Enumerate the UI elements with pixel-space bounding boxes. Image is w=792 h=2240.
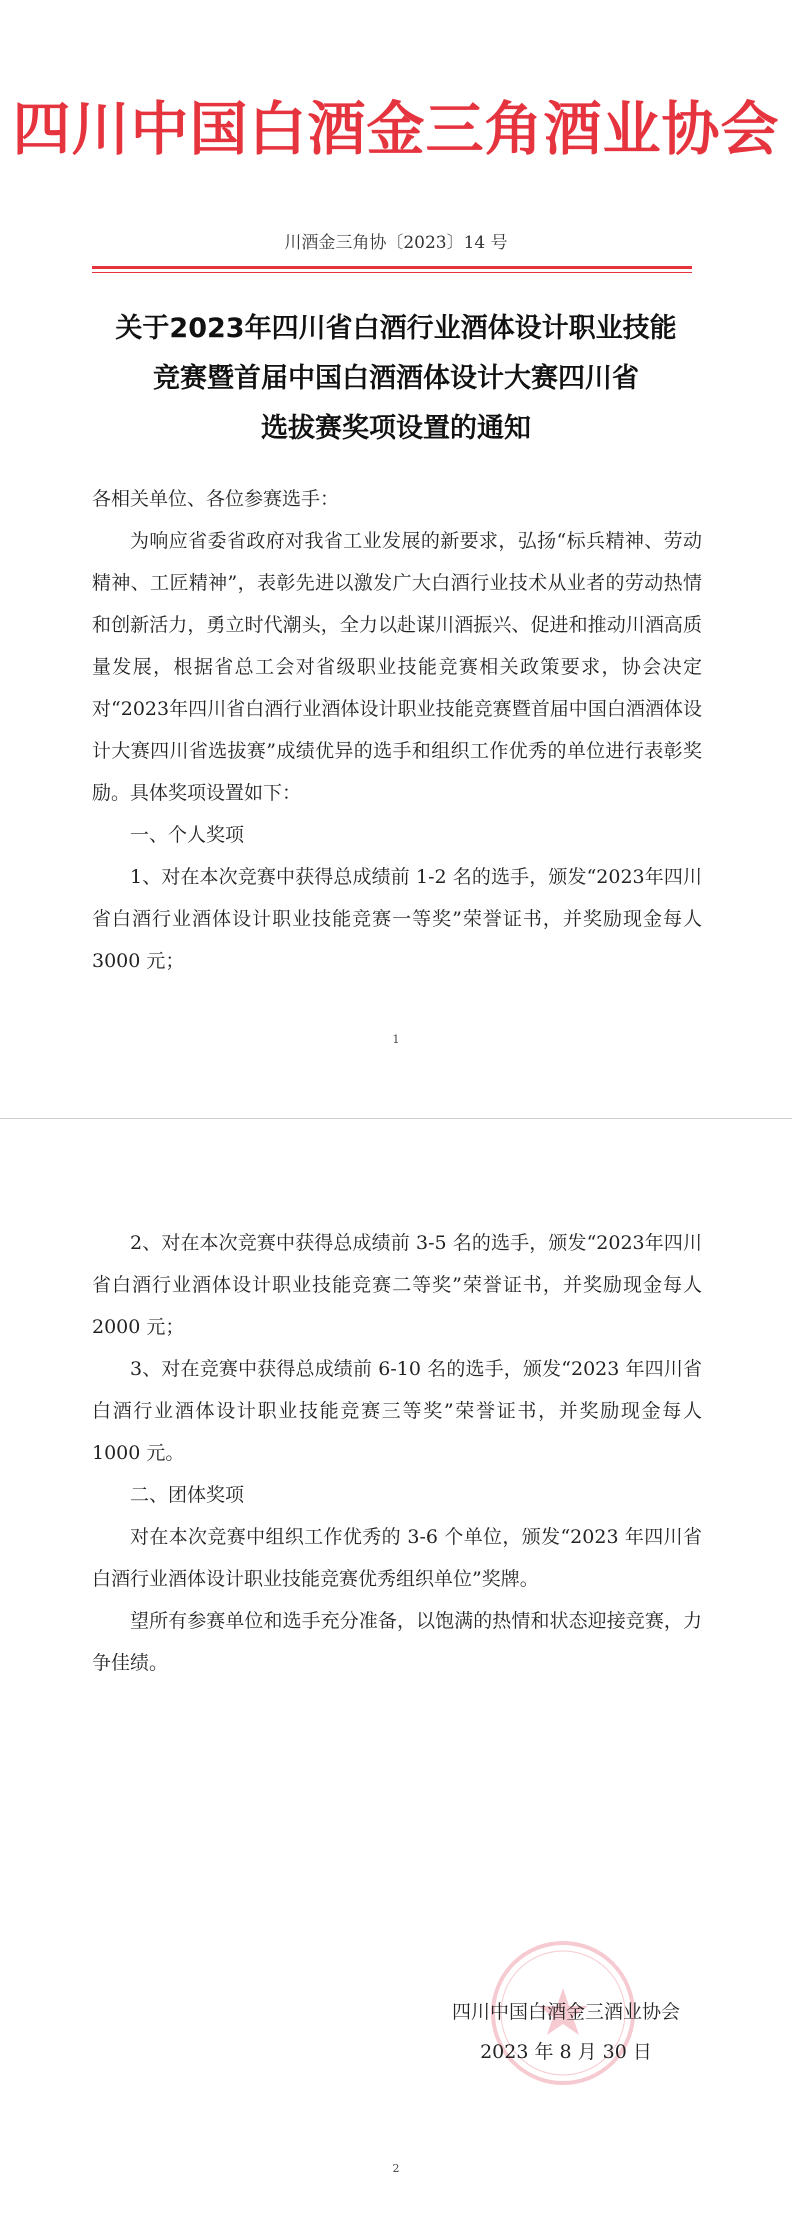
signature-date: 2023 年 8 月 30 日 bbox=[480, 2041, 652, 2063]
page-number-2: 2 bbox=[392, 2162, 400, 2175]
section-heading-individual: 一、个人奖项 bbox=[130, 824, 245, 846]
body-page-1 bbox=[92, 478, 702, 982]
award-item-2: 2、对在本次竞赛中获得总成绩前 3-5 名的选手，颁发“2023年四川省白酒行业酒体设计职业技能竞赛二等奖”荣誉证书，并奖励现金每人 2000 元； bbox=[92, 1232, 702, 1338]
award-item-3: 3、对在竞赛中获得总成绩前 6-10 名的选手，颁发“2023 年四川省白酒行业酒体设计职业技能竞赛三等奖”荣誉证书，并奖励现金每人 1000 元。 bbox=[92, 1358, 702, 1464]
letterhead-divider-thin bbox=[92, 272, 692, 273]
team-award-item: 对在本次竞赛中组织工作优秀的 3-6 个单位，颁发“2023 年四川省白酒行业酒体设计职业技能竞赛优秀组织单位”奖牌。 bbox=[92, 1526, 702, 1590]
document-title bbox=[70, 304, 722, 454]
organization-letterhead: 四川中国白酒金三角酒业协会 bbox=[12, 95, 780, 163]
letterhead-divider-thick bbox=[92, 266, 692, 269]
signature-block bbox=[452, 1992, 680, 2072]
body-page-2 bbox=[92, 1222, 702, 1684]
intro-paragraph: 为响应省委省政府对我省工业发展的新要求，弘扬“标兵精神、劳动精神、工匠精神”，表彰先进以激发广大白酒行业技术从业者的劳动热情和创新活力，勇立时代潮头，全力以赴谋川酒振兴、促进和推动川酒高质量发展，根据省总工会对省级职业技能竞赛相关政策要求，协会决定对“2023年四川省白酒行业酒体设计职业技能竞赛暨首届中国白酒酒体设计大赛四川省选拔赛”成绩优异的选手和组织工作优秀的单位进行表彰奖励。具体奖项设置如下： bbox=[92, 530, 702, 804]
document-number: 川酒金三角协〔2023〕14 号 bbox=[284, 233, 508, 253]
title-line-3: 选拔赛奖项设置的通知 bbox=[261, 413, 531, 444]
salutation: 各相关单位、各位参赛选手： bbox=[92, 488, 340, 510]
closing-paragraph: 望所有参赛单位和选手充分准备，以饱满的热情和状态迎接竞赛，力争佳绩。 bbox=[92, 1610, 702, 1674]
signature-organization: 四川中国白酒金三酒业协会 bbox=[451, 2001, 680, 2023]
title-line-1: 关于2023年四川省白酒行业酒体设计职业技能 bbox=[115, 313, 677, 344]
page-separator bbox=[0, 1118, 792, 1119]
page-number-1: 1 bbox=[392, 1033, 400, 1046]
section-heading-team: 二、团体奖项 bbox=[130, 1484, 245, 1506]
award-item-1: 1、对在本次竞赛中获得总成绩前 1-2 名的选手，颁发“2023年四川省白酒行业酒体设计职业技能竞赛一等奖”荣誉证书，并奖励现金每人 3000 元； bbox=[92, 866, 702, 972]
title-line-2: 竞赛暨首届中国白酒酒体设计大赛四川省 bbox=[153, 363, 639, 394]
